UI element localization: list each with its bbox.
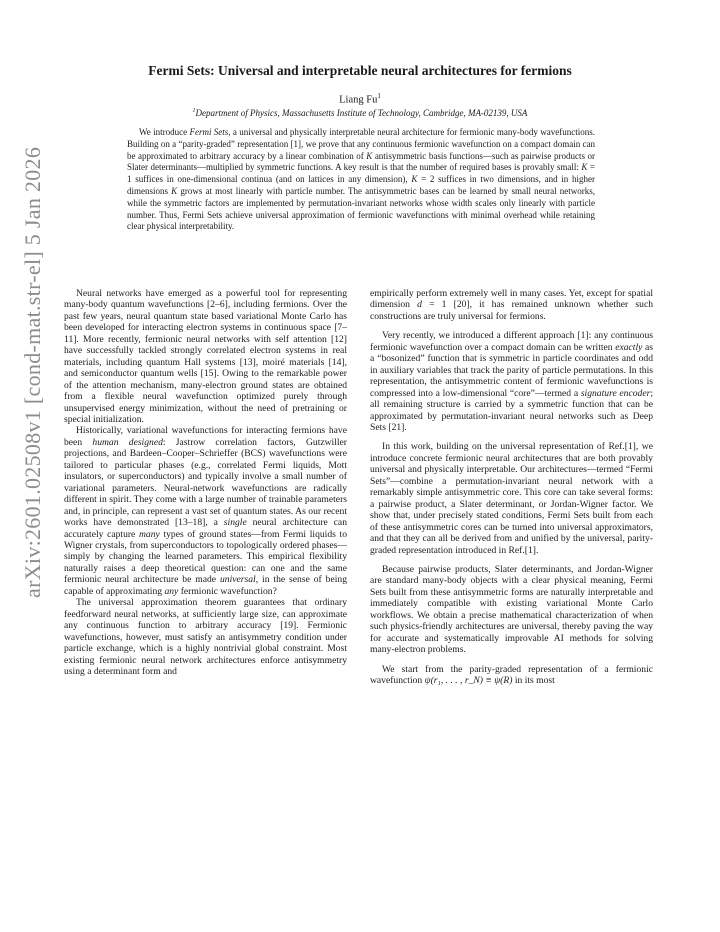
paragraph: In this work, building on the universal representation of Ref.[1], we introduce concrete fermionic neural architectures that are both provably universal and physically interpretable. Our architectures—termed “Fermi Sets”—combine a permutation-invariant neural network with a remarkably simple antisymmetric core. This core can take several forms: a pairwise product, a Slater determinant, or Jordan-Wigner factor. We show that, under precisely stated conditions, Fermi Sets built from each of these antisymmetric cores can be turned into universal approximators, and that they can all be derived from and unified by the universal, parity-graded representation introduced in Ref.[1]. [370,441,653,556]
text-run: as a “bosonized” function that is symmetric in particle coordinates and odd in auxiliary variables that track the parity of particle permutations. In this representation, the antisymmetric content of fermionic wavefunctions is compressed into a low-dimensional “core”—termed a [370,341,654,399]
text-run: We start from the parity-graded representation of a fermionic wavefunction [370,663,653,687]
abstract-math: K [411,174,418,185]
left-column [64,288,347,677]
author-name: Liang Fu [339,94,378,106]
emphasis: signature encoder [580,387,651,399]
affiliation-text: Department of Physics, Massachusetts Institute of Technology, Cambridge, MA-02139, USA [195,108,528,118]
text-run: ; all remaining structure is carried by a symmetric function that can be approximated by permutation-invariant neural networks such as Deep Sets [21]. [370,387,653,433]
text-run: : Jastrow correlation factors, Gutzwiller projections, and Bardeen–Cooper–Schrieffer (BCS) wavefunctions were tailored to particular phases (e.g., correlated Fermi liquids, Mott insulators, or superconductors) and typically involve a small number of variational parameters. Neural-network wavefunctions are radically different in spirit. They come with a large number of trainable parameters and, in principle, can represent a vast set of quantum states. As our recent works have demonstrated [13–18], a [64,436,347,529]
arxiv-identifier-text: arXiv:2601.02508v1 [cond-mat.str-el] 5 Jan 2026 [20,146,45,598]
abstract-text: = 1 suffices in one-dimensional continua (and on lattices in any dimension), [127,162,595,185]
abstract-math: K [366,150,373,161]
abstract-text: antisymmetric basis functions—such as pairwise products or Slater determinants—multiplied by symmetric functions. A key result is that the number of required bases is provably small: [127,150,595,173]
emphasis: many [139,528,160,540]
text-run: types of ground states—from Fermi liquids to Wigner crystals, from superconductors to topologically ordered phases—simply by changing the learned parameters. This empirical flexibility naturally raises a deep theoretical question: can one and the same fermionic neural architecture be made [64,528,347,586]
paragraph [370,288,653,322]
emphasis: any [164,585,179,597]
affiliation [60,108,660,118]
emphasis: universal [219,574,256,586]
paragraph [64,425,347,597]
abstract [127,127,595,233]
abstract-math: K [171,185,178,196]
text-run: fermionic wavefunction? [178,585,277,597]
paragraph: The universal approximation theorem guarantees that ordinary feedforward neural networks, at sufficiently large size, can approximate any continuous function to arbitrary accuracy [19]. Fermionic wavefunctions, however, must satisfy an antisymmetry condition under particle exchange, which is a highly nontrivial global constraint. Most existing fermionic neural network architectures enforce antisymmetry using a determinant form and [64,597,347,677]
paper-title: Fermi Sets: Universal and interpretable neural architectures for fermions [148,63,572,78]
math: d [417,299,422,311]
abstract-text: = 2 suffices in two dimensions, and in higher dimensions [127,174,596,196]
emphasis: single [223,517,247,529]
author-superscript: 1 [377,92,381,100]
paragraph [370,330,653,433]
text-run: empirically perform extremely well in many cases. Yet, except for spatial dimension [370,288,653,311]
right-column [370,288,653,687]
paragraph [370,664,653,687]
abstract-text: grows at most linearly with particle number. The antisymmetric bases can be learned by small neural networks, while the symmetric factors are implemented by permutation-invariant networks whose width scales only linearly with particle number. Thus, Fermi Sets achieve universal approximation of fermionic wavefunctions with minimal overhead while retaining clear physical interpretability. [127,185,595,232]
paragraph: Because pairwise products, Slater determinants, and Jordan-Wigner are standard many-body objects with a clear physical meaning, Fermi Sets built from these antisymmetric forms are naturally interpretable and immediately compatible with existing variational Monte Carlo workflows. We obtain a precise mathematical characterization of when such physics-friendly architectures are universal, thereby paving the way for accurate and systematically improvable AI methods for solving many-electron problems. [370,563,653,656]
abstract-emphasis: Fermi Sets [189,127,229,137]
abstract-math: K [581,162,588,173]
text-run: neural architecture can accurately capture [64,517,347,540]
text-run: , in the sense of being capable of approximating [64,574,347,597]
abstract-text: , a universal and physically interpretable neural architecture for fermionic many-body wavefunctions. Building on a “parity-graded” representation [1], we prove that any continuous fermionic wavefunction on a compact domain can be approximated to arbitrary accuracy by a linear combination of [127,127,595,161]
author-line [60,92,660,106]
emphasis: human designed [92,436,163,448]
affiliation-superscript: 1 [192,108,196,114]
abstract-text: We introduce [139,127,190,137]
emphasis: exactly [615,341,643,353]
text-run: Historically, variational wavefunctions for interacting fermions have been [64,425,347,448]
text-run: = 1 [20], it has remained unknown whether such constructions are truly universal for fermions. [370,299,653,322]
text-run: in its most [512,675,555,687]
text-run: Very recently, we introduced a different approach [1]: any continuous fermionic wavefunction over a compact domain can be written [370,330,653,353]
math: ψ(r₁, . . . , r_N) ≡ ψ(R) [424,675,513,687]
paragraph: Neural networks have emerged as a powerful tool for representing many-body quantum wavefunctions [2–6], including fermions. Over the past few years, neural quantum state based variational Monte Carlo has been developed for interacting electron systems in continuous space [7–11]. More recently, fermionic neural networks with self attention [12] have successfully tackled strongly correlated electron systems in real materials, including quantum Hall systems [13], moiré materials [14], and semiconductor quantum wells [15]. Owing to the remarkable power of the attention mechanism, many-electron ground states are obtained from a flexible neural wavefunction optimized purely through unsupervised energy minimization, without the need of pretraining or special initialization. [64,288,347,425]
